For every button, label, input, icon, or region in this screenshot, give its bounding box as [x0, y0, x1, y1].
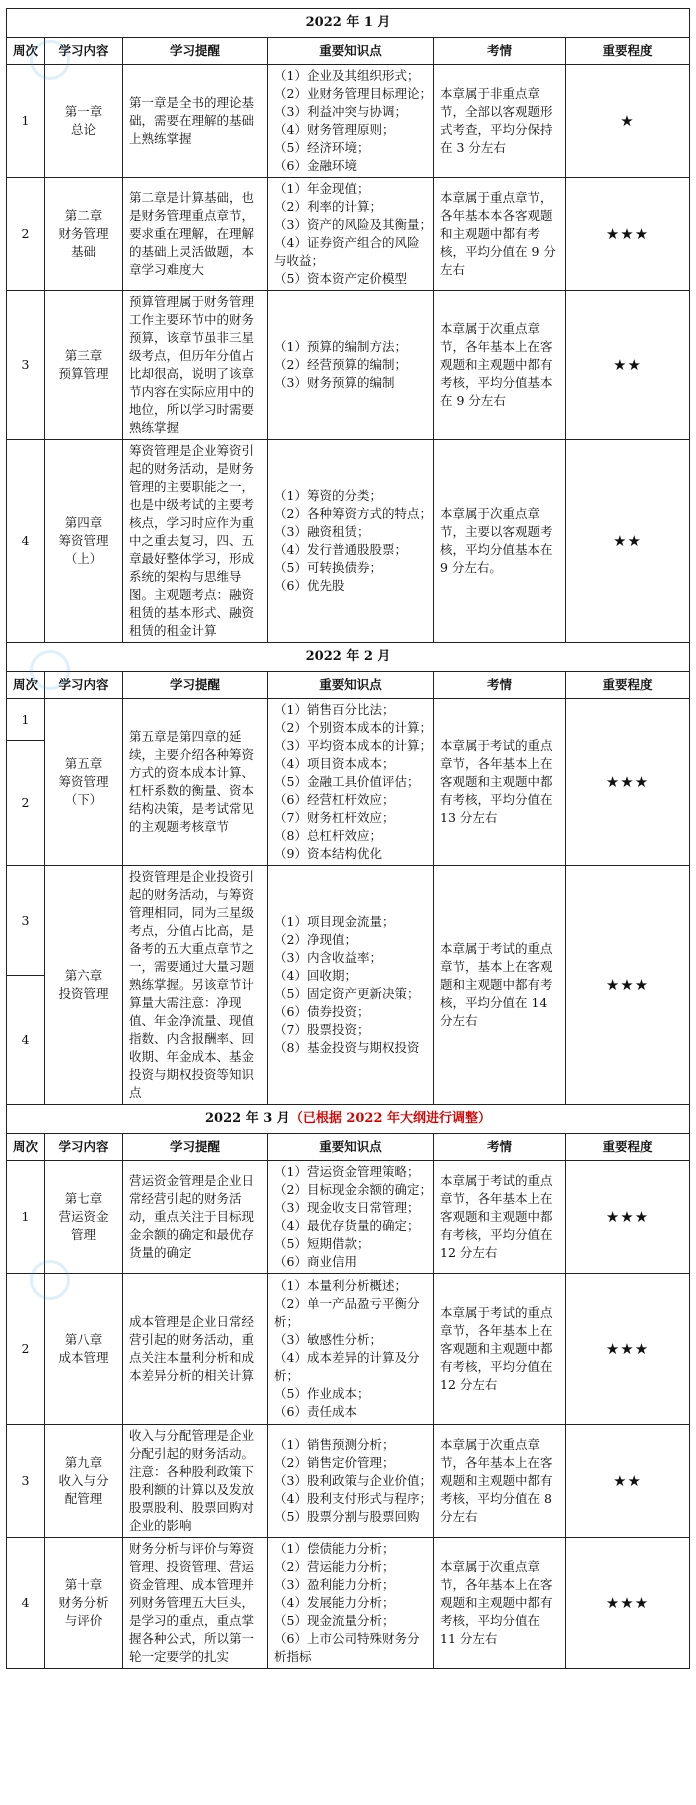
key-point: （1）预算的编制方法； [274, 339, 407, 354]
key-point: （4）证券资产组合的风险 [274, 235, 420, 250]
chapter-cell [45, 291, 123, 440]
header-row [7, 672, 690, 699]
key-point: （2）各种筹资方式的特点； [274, 506, 432, 521]
chapter-name: 第十章 [64, 1577, 103, 1592]
exam-info-cell: 本章属于考试的重点章节，各年基本上在客观题和主观题中都有考核，平均分值在 12 分左右 [434, 1161, 566, 1274]
study-tip-cell: 成本管理是企业日常经营引起的财务活动，重点关注本量利分析和成本差异分析的相关计算 [123, 1274, 268, 1425]
chapter-name: 第四章 [64, 515, 103, 530]
key-point: （1）营运资金管理策略； [274, 1164, 420, 1179]
key-point: （5）短期借款； [274, 1236, 370, 1251]
exam-info-cell: 本章属于考试的重点章节，各年基本上在客观题和主观题中都有考核，平均分值在 12 分左右 [434, 1274, 566, 1425]
chapter-name: 收入与分 [58, 1473, 109, 1488]
key-points-cell [268, 178, 434, 291]
week-number: 2 [7, 741, 45, 866]
importance-stars: ★★★ [566, 1538, 690, 1669]
week-number: 3 [7, 866, 45, 976]
month-title: 2022 年 1 月 [305, 15, 391, 30]
chapter-name: 第六章 [64, 968, 103, 983]
chapter-name: 基础 [70, 244, 96, 259]
chapter-name: 筹资管理 [58, 533, 109, 548]
key-point: （5）可转换债券； [274, 560, 382, 575]
chapter-cell [45, 1274, 123, 1425]
importance-stars: ★★ [566, 440, 690, 643]
key-point: （4）成本差异的计算及分 [274, 1350, 420, 1365]
key-point: （1）本量利分析概述； [274, 1278, 407, 1293]
study-plan-sheet [6, 8, 689, 1669]
column-header-exam: 考情 [434, 672, 566, 699]
key-point: （5）资本资产定价模型 [274, 271, 407, 286]
chapter-name: （下） [64, 792, 103, 807]
key-point: （1）销售百分比法； [274, 702, 395, 717]
chapter-name: 投资管理 [58, 986, 109, 1001]
month-row [7, 643, 690, 672]
key-point: （2）利率的计算； [274, 199, 382, 214]
key-point: （6）金融环境 [274, 158, 357, 173]
key-point: （9）资本结构优化 [274, 846, 382, 861]
column-header-week: 周次 [7, 1134, 45, 1161]
exam-info-cell: 本章属于非重点章节，全部以客观题形式考查，平均分保持在 3 分左右 [434, 65, 566, 178]
importance-stars: ★★ [566, 291, 690, 440]
column-header-content: 学习内容 [45, 672, 123, 699]
key-point: 析； [274, 1368, 300, 1383]
key-point: （7）股票投资； [274, 1022, 370, 1037]
week-number: 2 [7, 178, 45, 291]
column-header-content: 学习内容 [45, 38, 123, 65]
exam-info-cell: 本章属于考试的重点章节，各年基本上在客观题和主观题中都有考核，平均分值在 13 分左右 [434, 699, 566, 866]
header-row [7, 38, 690, 65]
column-header-points: 重要知识点 [268, 1134, 434, 1161]
key-point: （3）利益冲突与协调； [274, 104, 407, 119]
key-points-cell [268, 699, 434, 866]
column-header-importance: 重要程度 [566, 672, 690, 699]
key-point: （2）目标现金余额的确定； [274, 1182, 432, 1197]
key-point: （6）商业信用 [274, 1254, 357, 1269]
key-points-cell [268, 65, 434, 178]
table-row [7, 1274, 690, 1425]
importance-stars: ★★★ [566, 1274, 690, 1425]
chapter-name: 成本管理 [58, 1350, 109, 1365]
key-point: （3）盈利能力分析； [274, 1577, 395, 1592]
key-point: （2）销售定价管理； [274, 1455, 395, 1470]
key-point: （3）现金收支日常管理； [274, 1200, 420, 1215]
key-point: （3）资产的风险及其衡量； [274, 217, 432, 232]
key-point: （4）股利支付形式与程序； [274, 1491, 432, 1506]
column-header-importance: 重要程度 [566, 1134, 690, 1161]
key-point: （2）营运能力分析； [274, 1559, 395, 1574]
column-header-exam: 考情 [434, 38, 566, 65]
month-title-cell [7, 9, 690, 38]
column-header-points: 重要知识点 [268, 38, 434, 65]
key-point: （1）年金现值； [274, 181, 370, 196]
chapter-name: 筹资管理 [58, 774, 109, 789]
exam-info-cell: 本章属于次重点章节，各年基本上在客观题和主观题中都有考核，平均分值在 8 分左右 [434, 1425, 566, 1538]
key-point: （3）财务预算的编制 [274, 375, 395, 390]
key-points-cell [268, 440, 434, 643]
chapter-name: 与评价 [64, 1613, 103, 1628]
key-point: （8）基金投资与期权投资 [274, 1040, 420, 1055]
key-points-cell [268, 866, 434, 1105]
key-point: （6）上市公司特殊财务分 [274, 1631, 420, 1646]
key-point: 析； [274, 1314, 300, 1329]
key-point: （8）总杠杆效应； [274, 828, 382, 843]
week-number: 1 [7, 65, 45, 178]
key-point: （1）销售预测分析； [274, 1437, 395, 1452]
key-point: （5）金融工具价值评估； [274, 774, 420, 789]
study-tip-cell: 第五章是第四章的延续，主要介绍各种筹资方式的资本成本计算、杠杆系数的衡量、资本结构决策，是考试常见的主观题考核章节 [123, 699, 268, 866]
chapter-cell [45, 1425, 123, 1538]
week-number: 3 [7, 1425, 45, 1538]
chapter-name: 预算管理 [58, 366, 109, 381]
chapter-name: （上） [64, 551, 103, 566]
key-point: （5）作业成本； [274, 1386, 370, 1401]
chapter-name: 第九章 [64, 1455, 103, 1470]
exam-info-cell: 本章属于考试的重点章节，基本上在客观题和主观题中都有考核，平均分值在 14 分左右 [434, 866, 566, 1105]
study-tip-cell: 第二章是计算基础，也是财务管理重点章节，要求重在理解，在理解的基础上灵活做题，本章学习难度大 [123, 178, 268, 291]
chapter-name: 营运资金 [58, 1209, 109, 1224]
table-row [7, 1425, 690, 1538]
key-point: （2）净现值； [274, 932, 357, 947]
key-point: （4）最优存货量的确定； [274, 1218, 420, 1233]
table-row [7, 178, 690, 291]
study-tip-cell: 财务分析与评价与筹资管理、投资管理、营运资金管理、成本管理并列财务管理五大巨头，是学习的重点，重点掌握各种公式，所以第一轮一定要学的扎实 [123, 1538, 268, 1669]
month-row [7, 9, 690, 38]
exam-info-cell: 本章属于次重点章节，各年基本上在客观题和主观题中都有考核，平均分值在 11 分左右 [434, 1538, 566, 1669]
importance-stars: ★★★ [566, 866, 690, 1105]
key-point: （3）平均资本成本的计算； [274, 738, 432, 753]
key-point: （6）经营杠杆效应； [274, 792, 395, 807]
column-header-points: 重要知识点 [268, 672, 434, 699]
key-point: （5）股票分割与股票回购 [274, 1509, 420, 1524]
month-title: 2022 年 3 月 [205, 1111, 290, 1126]
table-row [7, 1538, 690, 1669]
key-points-cell [268, 1274, 434, 1425]
key-point: （5）现金流量分析； [274, 1613, 395, 1628]
key-point: （3）融资租赁； [274, 524, 370, 539]
chapter-cell [45, 65, 123, 178]
key-point: （6）债券投资； [274, 1004, 370, 1019]
table-row [7, 65, 690, 178]
month-note: （已根据 2022 年大纲进行调整） [289, 1111, 492, 1126]
chapter-name: 第一章 [64, 104, 103, 119]
column-header-tips: 学习提醒 [123, 672, 268, 699]
chapter-name: 第二章 [64, 208, 103, 223]
key-point: （1）项目现金流量； [274, 914, 395, 929]
key-point: （1）偿债能力分析； [274, 1541, 395, 1556]
column-header-week: 周次 [7, 672, 45, 699]
chapter-name: 配管理 [64, 1491, 103, 1506]
key-point: （2）个别资本成本的计算； [274, 720, 432, 735]
key-point: （6）优先股 [274, 578, 345, 593]
exam-info-cell: 本章属于次重点章节，各年基本上在客观题和主观题中都有考核，平均分值基本在 9 分左右 [434, 291, 566, 440]
table-row [7, 699, 690, 741]
key-point: （2）单一产品盈亏平衡分 [274, 1296, 420, 1311]
key-points-cell [268, 1161, 434, 1274]
month-title-cell [7, 1105, 690, 1134]
chapter-name: 第五章 [64, 756, 103, 771]
week-number: 3 [7, 291, 45, 440]
week-number: 4 [7, 440, 45, 643]
month-row [7, 1105, 690, 1134]
key-points-cell [268, 1538, 434, 1669]
chapter-name: 管理 [70, 1227, 96, 1242]
importance-stars: ★★★ [566, 178, 690, 291]
key-point: （3）股利政策与企业价值； [274, 1473, 432, 1488]
column-header-week: 周次 [7, 38, 45, 65]
importance-stars: ★★★ [566, 699, 690, 866]
key-point: （4）回收期； [274, 968, 357, 983]
key-point: （4）发展能力分析； [274, 1595, 395, 1610]
study-tip-cell: 营运资金管理是企业日常经营引起的财务活动，重点关注于目标现金余额的确定和最优存货量的确定 [123, 1161, 268, 1274]
month-title-cell [7, 643, 690, 672]
week-number: 1 [7, 1161, 45, 1274]
key-point: （3）内含收益率； [274, 950, 382, 965]
key-point: （4）项目资本成本； [274, 756, 395, 771]
chapter-name: 第八章 [64, 1332, 103, 1347]
exam-info-cell: 本章属于次重点章节，主要以客观题考核，平均分值基本在 9 分左右。 [434, 440, 566, 643]
key-points-cell [268, 291, 434, 440]
key-point: （1）企业及其组织形式； [274, 68, 420, 83]
chapter-cell [45, 1161, 123, 1274]
chapter-cell [45, 178, 123, 291]
table-row [7, 866, 690, 976]
chapter-name: 财务管理 [58, 226, 109, 241]
week-number: 4 [7, 1538, 45, 1669]
chapter-cell [45, 1538, 123, 1669]
column-header-tips: 学习提醒 [123, 38, 268, 65]
table-row [7, 291, 690, 440]
key-point: （5）固定资产更新决策； [274, 986, 420, 1001]
key-point: （4）发行普通股股票； [274, 542, 407, 557]
week-number: 4 [7, 976, 45, 1105]
key-point: （7）财务杠杆效应； [274, 810, 395, 825]
header-row [7, 1134, 690, 1161]
column-header-tips: 学习提醒 [123, 1134, 268, 1161]
key-point: 与收益； [274, 253, 325, 268]
importance-stars: ★ [566, 65, 690, 178]
month-title: 2022 年 2 月 [305, 649, 391, 664]
key-point: （6）责任成本 [274, 1404, 357, 1419]
study-plan-table [6, 8, 690, 1669]
exam-info-cell: 本章属于重点章节，各年基本本各客观题和主观题中都有考核，平均分值在 9 分左右 [434, 178, 566, 291]
key-point: （1）筹资的分类； [274, 488, 382, 503]
chapter-name: 第三章 [64, 348, 103, 363]
key-point: （4）财务管理原则； [274, 122, 395, 137]
chapter-cell [45, 440, 123, 643]
importance-stars: ★★★ [566, 1161, 690, 1274]
column-header-exam: 考情 [434, 1134, 566, 1161]
study-tip-cell: 收入与分配管理是企业分配引起的财务活动。注意：各种股利政策下股利额的计算以及发放股票股利、股票回购对企业的影响 [123, 1425, 268, 1538]
study-tip-cell: 筹资管理是企业筹资引起的财务活动，是财务管理的主要职能之一，也是中级考试的主要考核点，学习时应作为重中之重去复习，四、五章最好整体学习，形成系统的架构与思维导图。主观题考点：融资租赁的基本形式、融资租赁的租金计算 [123, 440, 268, 643]
key-points-cell [268, 1425, 434, 1538]
chapter-name: 第七章 [64, 1191, 103, 1206]
table-row [7, 1161, 690, 1274]
week-number: 1 [7, 699, 45, 741]
column-header-importance: 重要程度 [566, 38, 690, 65]
key-point: （3）敏感性分析； [274, 1332, 382, 1347]
study-tip-cell: 第一章是全书的理论基础，需要在理解的基础上熟练掌握 [123, 65, 268, 178]
key-point: （5）经济环境； [274, 140, 370, 155]
study-tip-cell: 预算管理属于财务管理工作主要环节中的财务预算，该章节虽非三星级考点，但历年分值占比却很高，说明了该章节内容在实际应用中的地位，所以学习时需要熟练掌握 [123, 291, 268, 440]
study-tip-cell: 投资管理是企业投资引起的财务活动，与筹资管理相同，同为三星级考点，分值占比高，是备考的五大重点章节之一，需要通过大量习题熟练掌握。另该章节计算量大需注意：净现值、年金净流量、现值指数、内含报酬率、回收期、年金成本、基金投资与期权投资等知识点 [123, 866, 268, 1105]
chapter-name: 总论 [70, 122, 96, 137]
chapter-cell [45, 699, 123, 866]
key-point: （2）业财务管理目标理论； [274, 86, 432, 101]
column-header-content: 学习内容 [45, 1134, 123, 1161]
importance-stars: ★★ [566, 1425, 690, 1538]
chapter-name: 财务分析 [58, 1595, 109, 1610]
table-row [7, 440, 690, 643]
chapter-cell [45, 866, 123, 1105]
key-point: 析指标 [274, 1649, 312, 1664]
week-number: 2 [7, 1274, 45, 1425]
key-point: （2）经营预算的编制； [274, 357, 407, 372]
